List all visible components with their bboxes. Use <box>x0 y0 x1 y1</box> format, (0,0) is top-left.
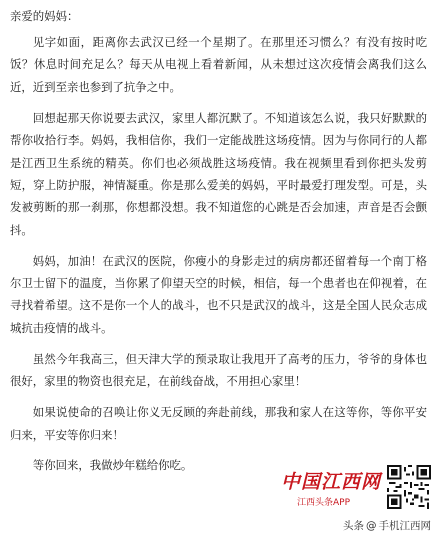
brand-app-name: 江西头条APP <box>297 498 351 508</box>
letter-paragraph-2: 回想起那天你说要去武汉，家里人都沉默了。不知道该怎么说，我只好默默的帮你收拾行李。妈妈，我相信你，我们一定能战胜这场疫情。因为与你同行的人都是江西卫生系统的精英。你们也必须战胜这场疫情。我在视频里看到你把头发剪短，穿上防护服，神情凝重。你是那么爱美的妈妈，平时最爱打理发型。可是，头发被剪断的那一刹那，你想都没想。我不知道您的心跳是否会加速，声音是否会颤抖。 <box>10 110 427 237</box>
brand-logo-text: 中国江西网 <box>281 471 382 493</box>
letter-paragraph-6: 等你回来，我做炒年糕给你吃。 <box>32 458 193 473</box>
qr-code-icon <box>387 465 431 509</box>
source-credit <box>343 518 431 533</box>
source-watermark <box>273 465 433 533</box>
letter-paragraph-4: 虽然今年我高三，但天津大学的预录取让我甩开了高考的压力，爷爷的身体也很好，家里的物资也很充足，在前线奋战，不用担心家里！ <box>10 351 427 389</box>
credit-at-sign: @ <box>366 520 377 532</box>
letter-greeting: 亲爱的妈妈： <box>10 9 79 23</box>
credit-account: 手机江西网 <box>378 520 431 532</box>
letter-paragraph-1: 见字如面，距离你去武汉已经一个星期了。在那里还习惯么？有没有按时吃饭？休息时间充足么？每天从电视上看着新闻，从未想过这次疫情会离我们这么近，近到至亲也参到了抗争之中。 <box>10 35 427 94</box>
letter-paragraph-5: 如果说使命的召唤让你义无反顾的奔赴前线，那我和家人在这等你，等你平安归来，平安等你归来！ <box>10 405 427 442</box>
credit-platform: 头条 <box>343 520 364 532</box>
letter-paragraph-3: 妈妈，加油！在武汉的医院，你瘦小的身影走过的病房都还留着每一个南丁格尔卫士留下的温度，当你累了仰望天空的时候，相信，每一个患者也在仰视着，在寻找着希望。这不是你一个人的战斗，也不只是武汉的战斗，这是全国人民众志成城抗击疫情的战斗。 <box>10 253 427 335</box>
